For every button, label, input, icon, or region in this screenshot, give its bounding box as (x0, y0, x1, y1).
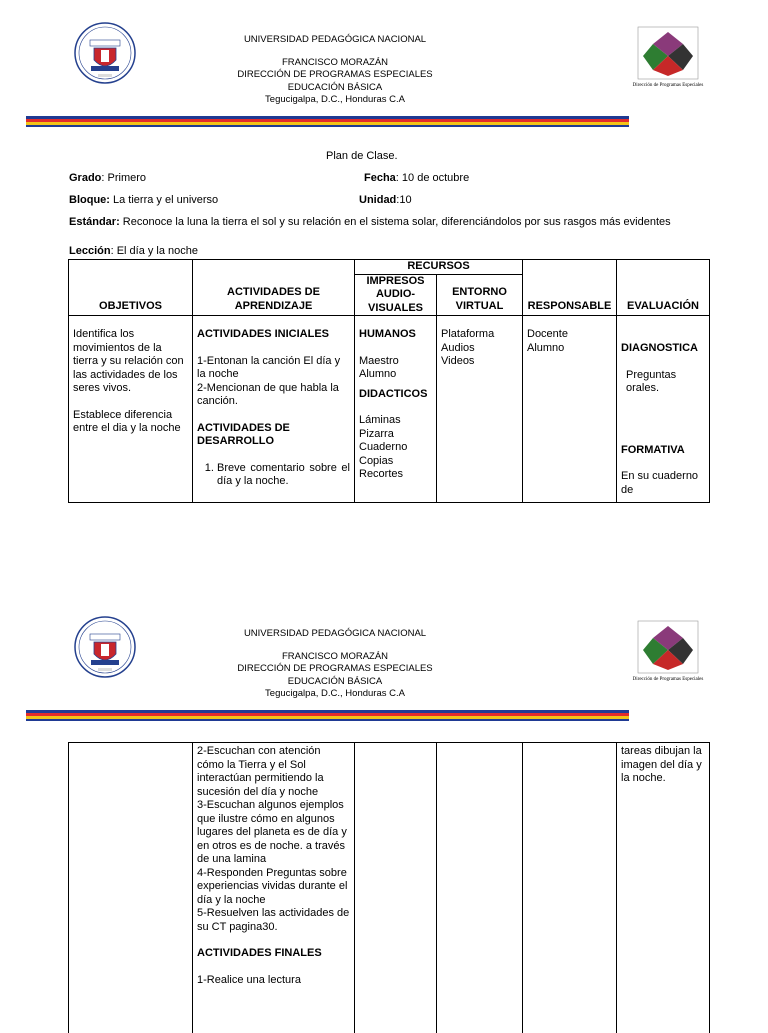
act-2-4: 5-Resuelven las actividades de su CT pagina30. (197, 907, 350, 933)
cuaderno: Cuaderno (359, 441, 408, 453)
direction-name: DIRECCIÓN DE PROGRAMAS ESPECIALES (237, 663, 433, 674)
act-desarrollo-heading: ACTIVIDADES DE DESARROLLO (197, 421, 290, 447)
plan-title: Plan de Clase. (326, 150, 398, 162)
university-seal (74, 22, 136, 84)
act-final-1: 1-Realice una lectura (197, 973, 301, 986)
diagnostica-heading: DIAGNOSTICA (621, 342, 698, 354)
brief-list (197, 462, 350, 489)
header-responsable: RESPONSABLE (523, 260, 617, 316)
header-objetivos: OBJETIVOS (69, 260, 193, 316)
act-2-1: 2-Escuchan con atención cómo la Tierra y el Sol interactúan permitiendo la sucesión del día y noche (197, 745, 324, 798)
estandar-value: Reconoce la luna la tierra el sol y su relación en el sistema solar, diferenciándolos por sus rasgos más evidentes (119, 216, 671, 228)
bloque-value: La tierra y el universo (109, 194, 219, 206)
header-actividades: ACTIVIDADES DE APRENDIZAJE (193, 260, 355, 316)
university-name: UNIVERSIDAD PEDAGÓGICA NACIONAL (243, 628, 427, 639)
laminas: Láminas (359, 414, 401, 426)
university-name-2: FRANCISCO MORAZÁN (281, 56, 389, 68)
act-2: 2-Mencionan de que habla la canción. (197, 381, 339, 407)
actividades-cell (193, 316, 355, 503)
entorno-cell (437, 316, 523, 503)
location: Tegucigalpa, D.C., Honduras C.A (265, 688, 405, 699)
act-1: 1-Entonan la canción El día y la noche (197, 354, 341, 380)
plataforma: Plataforma (441, 328, 495, 340)
humanos-heading: HUMANOS (359, 328, 416, 340)
fecha-line (364, 172, 469, 184)
logo-caption: Dirección de Programas Especiales (632, 83, 704, 88)
docente: Docente (527, 328, 568, 340)
recortes: Recortes (359, 468, 404, 480)
alumno-resp: Alumno (527, 341, 565, 354)
formativa-heading: FORMATIVA (621, 443, 685, 456)
location: Tegucigalpa, D.C., Honduras C.A (265, 94, 405, 105)
plan-table (68, 259, 710, 503)
fecha-value: : 10 de octubre (395, 172, 470, 184)
en-su: En su cuaderno de (621, 470, 699, 496)
program-name: EDUCACIÓN BÁSICA (287, 81, 383, 93)
act-finales-heading: ACTIVIDADES FINALES (197, 947, 322, 959)
impresos-cell-2 (355, 743, 437, 1033)
objetivos-cell (69, 316, 193, 503)
act-2-3: 4-Responden Preguntas sobre experiencias vividas durante el día y la noche (197, 866, 348, 906)
plan-table-continued (68, 742, 710, 1033)
leccion-line (69, 245, 198, 257)
institution-header-2 (200, 628, 470, 701)
grado-line (69, 172, 146, 184)
responsable-cell-2 (523, 743, 617, 1033)
leccion-value: : El día y la noche (110, 245, 199, 257)
copias: Copias (359, 454, 394, 467)
bloque-line (69, 194, 218, 206)
estandar-line (69, 216, 679, 230)
unidad-line (359, 194, 412, 206)
header-entorno: ENTORNO VIRTUAL (437, 274, 523, 316)
program-name: EDUCACIÓN BÁSICA (287, 675, 383, 687)
objetivo-1: Identifica los movimientos de la tierra y su relación con las actividades de los seres vivos. (73, 328, 184, 394)
header-impresos: IMPRESOS AUDIO-VISUALES (355, 274, 437, 316)
preguntas: Preguntas orales. (626, 368, 677, 394)
university-seal-2 (74, 616, 136, 678)
direction-name: DIRECCIÓN DE PROGRAMAS ESPECIALES (237, 69, 433, 80)
logo-caption-2: Dirección de Programas Especiales (632, 677, 704, 682)
university-name: UNIVERSIDAD PEDAGÓGICA NACIONAL (243, 34, 427, 45)
color-stripe-2 (26, 710, 629, 723)
audios: Audios (441, 341, 475, 354)
didacticos-heading: DIDACTICOS (359, 387, 428, 400)
grado-label: Grado (69, 172, 102, 184)
evaluacion-cell (617, 316, 710, 503)
bloque-label: Bloque: (69, 194, 110, 206)
actividades-cell-2 (193, 743, 355, 1033)
act-iniciales-heading: ACTIVIDADES INICIALES (197, 328, 330, 340)
maestro: Maestro (359, 354, 399, 367)
estandar-label: Estándar: (69, 216, 120, 228)
header-evaluacion: EVALUACIÓN (617, 260, 710, 316)
evaluacion-cell-2 (617, 743, 710, 1033)
eval-cont: tareas dibujan la imagen del día y la noche. (621, 745, 702, 784)
videos: Videos (441, 355, 475, 367)
impresos-cell (355, 316, 437, 503)
objetivo-2: Establece diferencia entre el dia y la noche (73, 408, 181, 434)
alumno: Alumno (359, 368, 397, 380)
list-item: 1. Breve comentario sobre el día y la noche. (217, 462, 350, 489)
responsable-cell (523, 316, 617, 503)
institution-header (200, 34, 470, 107)
unidad-value: :10 (396, 194, 412, 206)
entorno-cell-2 (437, 743, 523, 1033)
color-stripe (26, 116, 629, 129)
pizarra: Pizarra (359, 427, 394, 440)
unidad-label: Unidad (359, 194, 397, 206)
act-2-2: 3-Escuchan algunos ejemplos que ilustre cómo en algunos lugares del planeta es de día y en otros es de noche. a través de una lamina (197, 799, 347, 865)
fecha-label: Fecha (364, 172, 396, 184)
university-name-2: FRANCISCO MORAZÁN (281, 650, 389, 662)
objetivos-cell-2 (69, 743, 193, 1033)
grado-value: : Primero (101, 172, 147, 184)
header-recursos: RECURSOS (355, 260, 523, 275)
leccion-label: Lección (69, 245, 111, 257)
